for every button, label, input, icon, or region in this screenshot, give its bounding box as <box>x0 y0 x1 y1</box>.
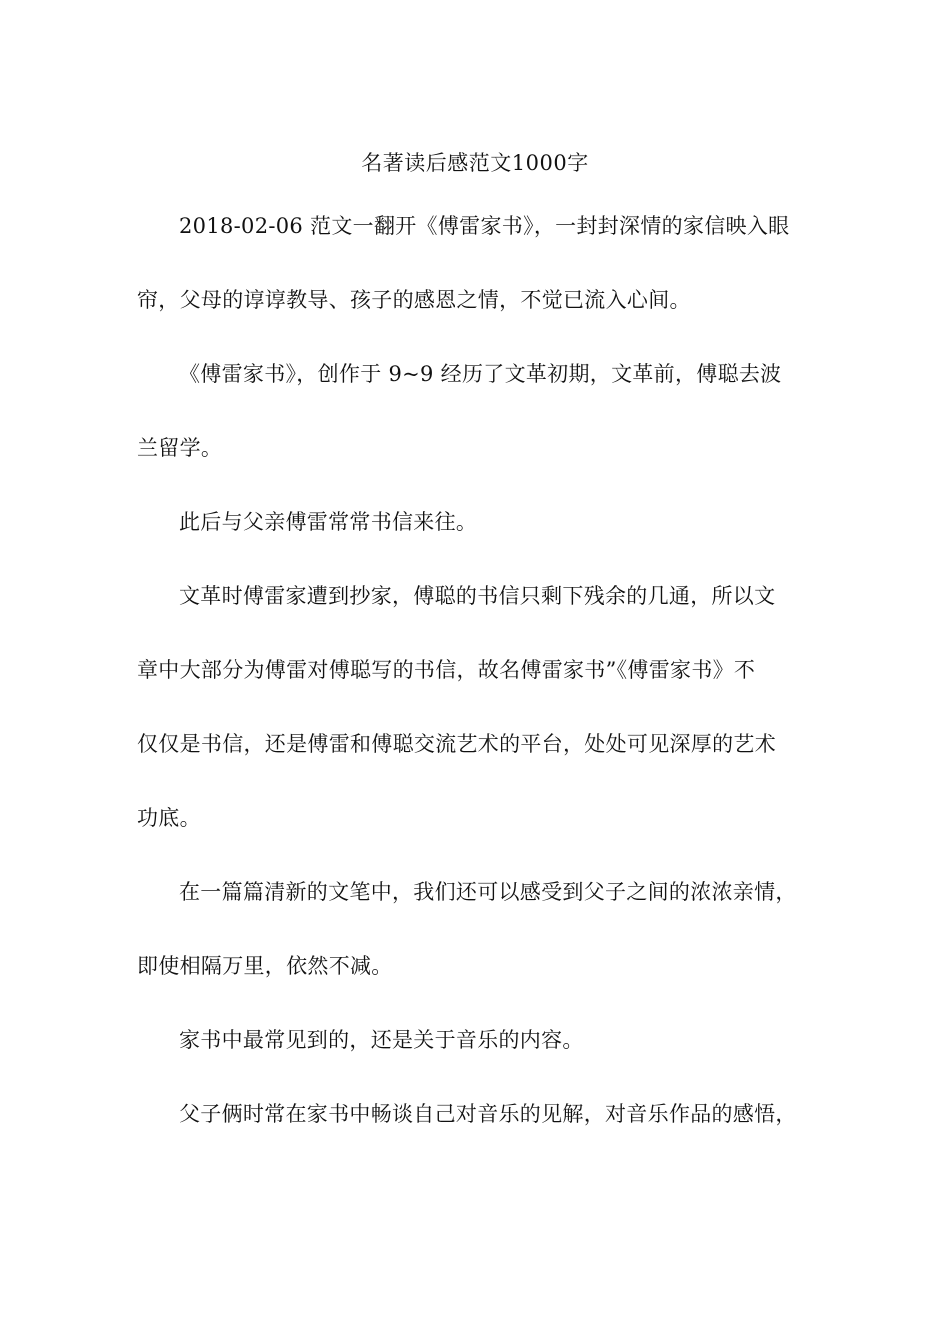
paragraph-line: 家书中最常见到的，还是关于音乐的内容。 <box>179 1028 584 1052</box>
paragraph-2 <box>137 356 813 466</box>
paragraph-line: 《傅雷家书》，创作于 9~9 经历了文革初期，文革前，傅聪去波 <box>179 362 782 386</box>
paragraph-line: 此后与父亲傅雷常常书信来往。 <box>179 510 478 534</box>
paragraph-6 <box>137 1022 813 1058</box>
paragraph-line: 章中大部分为傅雷对傅聪写的书信，故名傅雷家书”《傅雷家书》不 <box>137 658 756 682</box>
paragraph-4 <box>137 578 813 836</box>
document-body <box>137 208 813 1170</box>
paragraph-line: 仅仅是书信，还是傅雷和傅聪交流艺术的平台，处处可见深厚的艺术 <box>137 732 776 756</box>
paragraph-line: 文革时傅雷家遭到抄家，傅聪的书信只剩下残余的几通，所以文 <box>179 584 776 608</box>
paragraph-7 <box>137 1096 813 1132</box>
paragraph-line: 2018-02-06 范文一翻开《傅雷家书》，一封封深情的家信映入眼 <box>179 214 790 238</box>
paragraph-line: 即使相隔万里，依然不减。 <box>137 954 393 978</box>
paragraph-line: 父子俩时常在家书中畅谈自己对音乐的见解，对音乐作品的感悟， <box>179 1102 797 1126</box>
paragraph-3 <box>137 504 813 540</box>
paragraph-line: 在一篇篇清新的文笔中，我们还可以感受到父子之间的浓浓亲情， <box>179 880 797 904</box>
document-title: 名著读后感范文1000字 <box>361 151 589 175</box>
paragraph-1 <box>137 208 813 318</box>
paragraph-line: 功底。 <box>137 806 201 830</box>
paragraph-5 <box>137 874 813 984</box>
paragraph-line: 兰留学。 <box>137 436 223 460</box>
paragraph-line: 帘，父母的谆谆教导、孩子的感恩之情，不觉已流入心间。 <box>137 288 691 312</box>
